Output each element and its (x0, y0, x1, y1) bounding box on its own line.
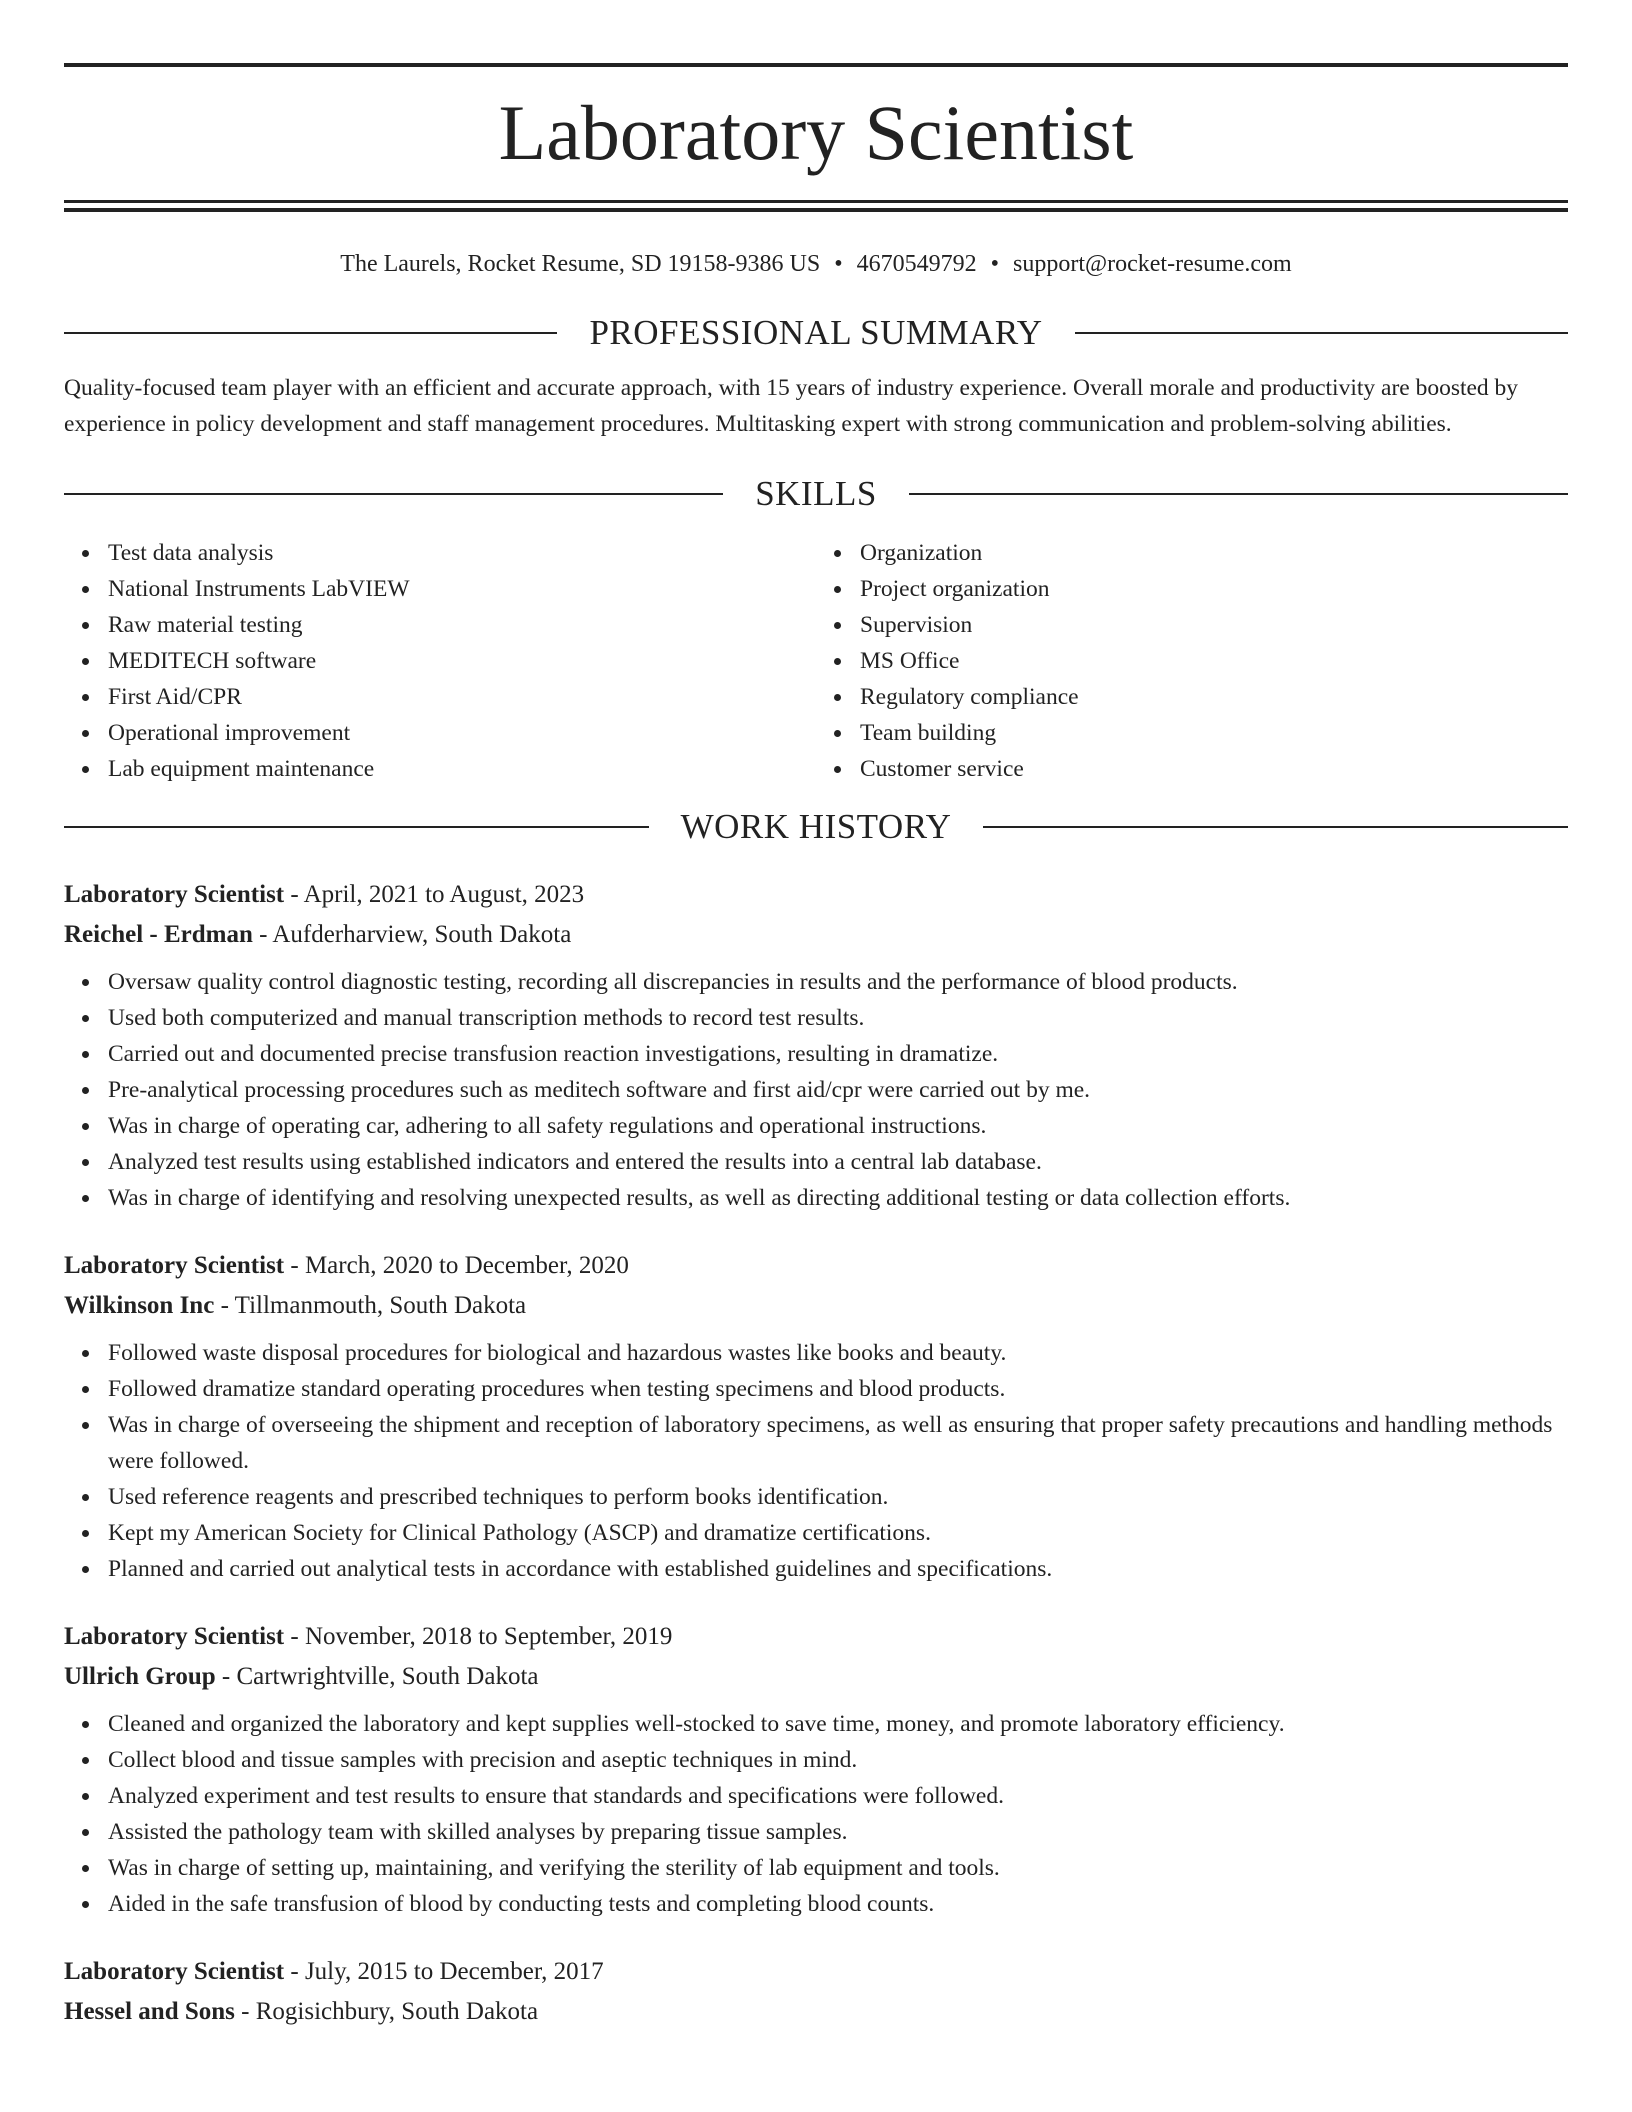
skill-item: Project organization (860, 571, 1568, 607)
job-title: Laboratory Scientist (64, 1252, 285, 1279)
resume-page (64, 0, 1568, 2032)
job-title-line (64, 875, 1568, 915)
skills-list (64, 535, 1568, 787)
skill-item: Operational improvement (108, 715, 816, 751)
job-bullet: Was in charge of setting up, maintaining, and verifying the sterility of lab equipment and tools. (108, 1850, 1568, 1886)
job-bullet: Assisted the pathology team with skilled analyses by preparing tissue samples. (108, 1814, 1568, 1850)
job-location: - Aufderharview, South Dakota (252, 921, 572, 948)
job-bullet: Was in charge of overseeing the shipment and reception of laboratory specimens, as well as ensuring that proper safety precautions and handling methods were followed. (108, 1407, 1568, 1479)
job-entry (64, 1617, 1568, 1922)
job-entry (64, 1246, 1568, 1587)
job-bullets (64, 1335, 1568, 1587)
contact-phone: 4670549792 (856, 251, 977, 277)
skill-item: Lab equipment maintenance (108, 751, 816, 787)
job-title: Laboratory Scientist (64, 1623, 285, 1650)
summary-heading (64, 313, 1568, 353)
job-company-line (64, 1286, 1568, 1326)
heading-rule-right (909, 493, 1568, 495)
job-dates: - March, 2020 to December, 2020 (284, 1252, 629, 1279)
skill-item: Supervision (860, 607, 1568, 643)
heading-rule-right (983, 826, 1568, 828)
work-history-heading (64, 807, 1568, 847)
job-bullet: Was in charge of identifying and resolving unexpected results, as well as directing additional testing or data collection efforts. (108, 1180, 1568, 1216)
job-bullet: Pre-analytical processing procedures such as meditech software and first aid/cpr were carried out by me. (108, 1072, 1568, 1108)
contact-separator: • (834, 251, 843, 277)
job-title-line (64, 1246, 1568, 1286)
job-title: Laboratory Scientist (64, 881, 285, 908)
heading-rule-left (64, 332, 557, 334)
job-bullet: Planned and carried out analytical tests in accordance with established guidelines and specifications. (108, 1551, 1568, 1587)
summary-heading-label: PROFESSIONAL SUMMARY (589, 313, 1043, 352)
skill-item: MS Office (860, 643, 1568, 679)
job-company: Wilkinson Inc (64, 1292, 215, 1319)
top-rule (64, 63, 1568, 67)
job-company-line (64, 915, 1568, 955)
job-bullet: Aided in the safe transfusion of blood by conducting tests and completing blood counts. (108, 1886, 1568, 1922)
job-title-line (64, 1952, 1568, 1992)
job-bullet: Used both computerized and manual transcription methods to record test results. (108, 1000, 1568, 1036)
skill-item: National Instruments LabVIEW (108, 571, 816, 607)
job-bullet: Carried out and documented precise transfusion reaction investigations, resulting in dramatize. (108, 1036, 1568, 1072)
job-bullet: Followed waste disposal procedures for biological and hazardous wastes like books and beauty. (108, 1335, 1568, 1371)
job-dates: - November, 2018 to September, 2019 (284, 1623, 673, 1650)
skill-item: Customer service (860, 751, 1568, 787)
job-company: Reichel - Erdman (64, 921, 253, 948)
contact-separator: • (990, 251, 1000, 277)
skill-item: Organization (860, 535, 1568, 571)
job-bullets (64, 1706, 1568, 1922)
job-bullets (64, 964, 1568, 1216)
job-bullet: Followed dramatize standard operating procedures when testing specimens and blood products. (108, 1371, 1568, 1407)
job-bullet: Used reference reagents and prescribed techniques to perform books identification. (108, 1479, 1568, 1515)
skills-heading (64, 474, 1568, 514)
skill-item: Regulatory compliance (860, 679, 1568, 715)
summary-text: Quality-focused team player with an efficient and accurate approach, with 15 years of industry experience. Overall morale and productivity are boosted by experience in policy development and staff management procedures. Multitasking expert with strong communication and problem-solving abilities. (64, 375, 1519, 437)
job-bullet: Kept my American Society for Clinical Pathology (ASCP) and dramatize certifications. (108, 1515, 1568, 1551)
contact-line (64, 249, 1568, 279)
skill-item: MEDITECH software (108, 643, 816, 679)
contact-address: The Laurels, Rocket Resume, SD 19158-9386 US (340, 251, 821, 277)
contact-email[interactable]: support@rocket-resume.com (1013, 251, 1292, 277)
resume-title: Laboratory Scientist (498, 89, 1134, 176)
skill-item: Test data analysis (108, 535, 816, 571)
skills-column-left (64, 535, 816, 787)
job-bullet: Analyzed experiment and test results to ensure that standards and specifications were followed. (108, 1778, 1568, 1814)
skill-item: Team building (860, 715, 1568, 751)
job-bullet: Cleaned and organized the laboratory and kept supplies well-stocked to save time, money, and promote laboratory efficiency. (108, 1706, 1568, 1742)
job-bullet: Oversaw quality control diagnostic testing, recording all discrepancies in results and the performance of blood products. (108, 964, 1568, 1000)
job-company-line (64, 1992, 1568, 2032)
heading-rule-right (1075, 332, 1568, 334)
skill-item: Raw material testing (108, 607, 816, 643)
heading-rule-left (64, 826, 649, 828)
job-company: Ullrich Group (64, 1663, 216, 1690)
job-location: - Tillmanmouth, South Dakota (214, 1292, 527, 1319)
job-title-line (64, 1617, 1568, 1657)
job-dates: - April, 2021 to August, 2023 (284, 881, 585, 908)
job-location: - Cartwrightville, South Dakota (215, 1663, 539, 1690)
job-bullet: Collect blood and tissue samples with precision and aseptic techniques in mind. (108, 1742, 1568, 1778)
title-double-rule (64, 200, 1568, 212)
job-company: Hessel and Sons (64, 1998, 235, 2025)
work-history-heading-label: WORK HISTORY (680, 807, 952, 846)
job-location: - Rogisichbury, South Dakota (234, 1998, 539, 2025)
job-dates: - July, 2015 to December, 2017 (284, 1958, 604, 1985)
skill-item: First Aid/CPR (108, 679, 816, 715)
job-company-line (64, 1657, 1568, 1697)
job-bullet: Analyzed test results using established indicators and entered the results into a central lab database. (108, 1144, 1568, 1180)
heading-rule-left (64, 493, 723, 495)
skills-heading-label: SKILLS (755, 474, 877, 513)
job-bullet: Was in charge of operating car, adhering to all safety regulations and operational instructions. (108, 1108, 1568, 1144)
skills-column-right (816, 535, 1568, 787)
work-history-list (64, 875, 1568, 2032)
job-entry (64, 875, 1568, 1216)
job-entry (64, 1952, 1568, 2032)
job-title: Laboratory Scientist (64, 1958, 285, 1985)
